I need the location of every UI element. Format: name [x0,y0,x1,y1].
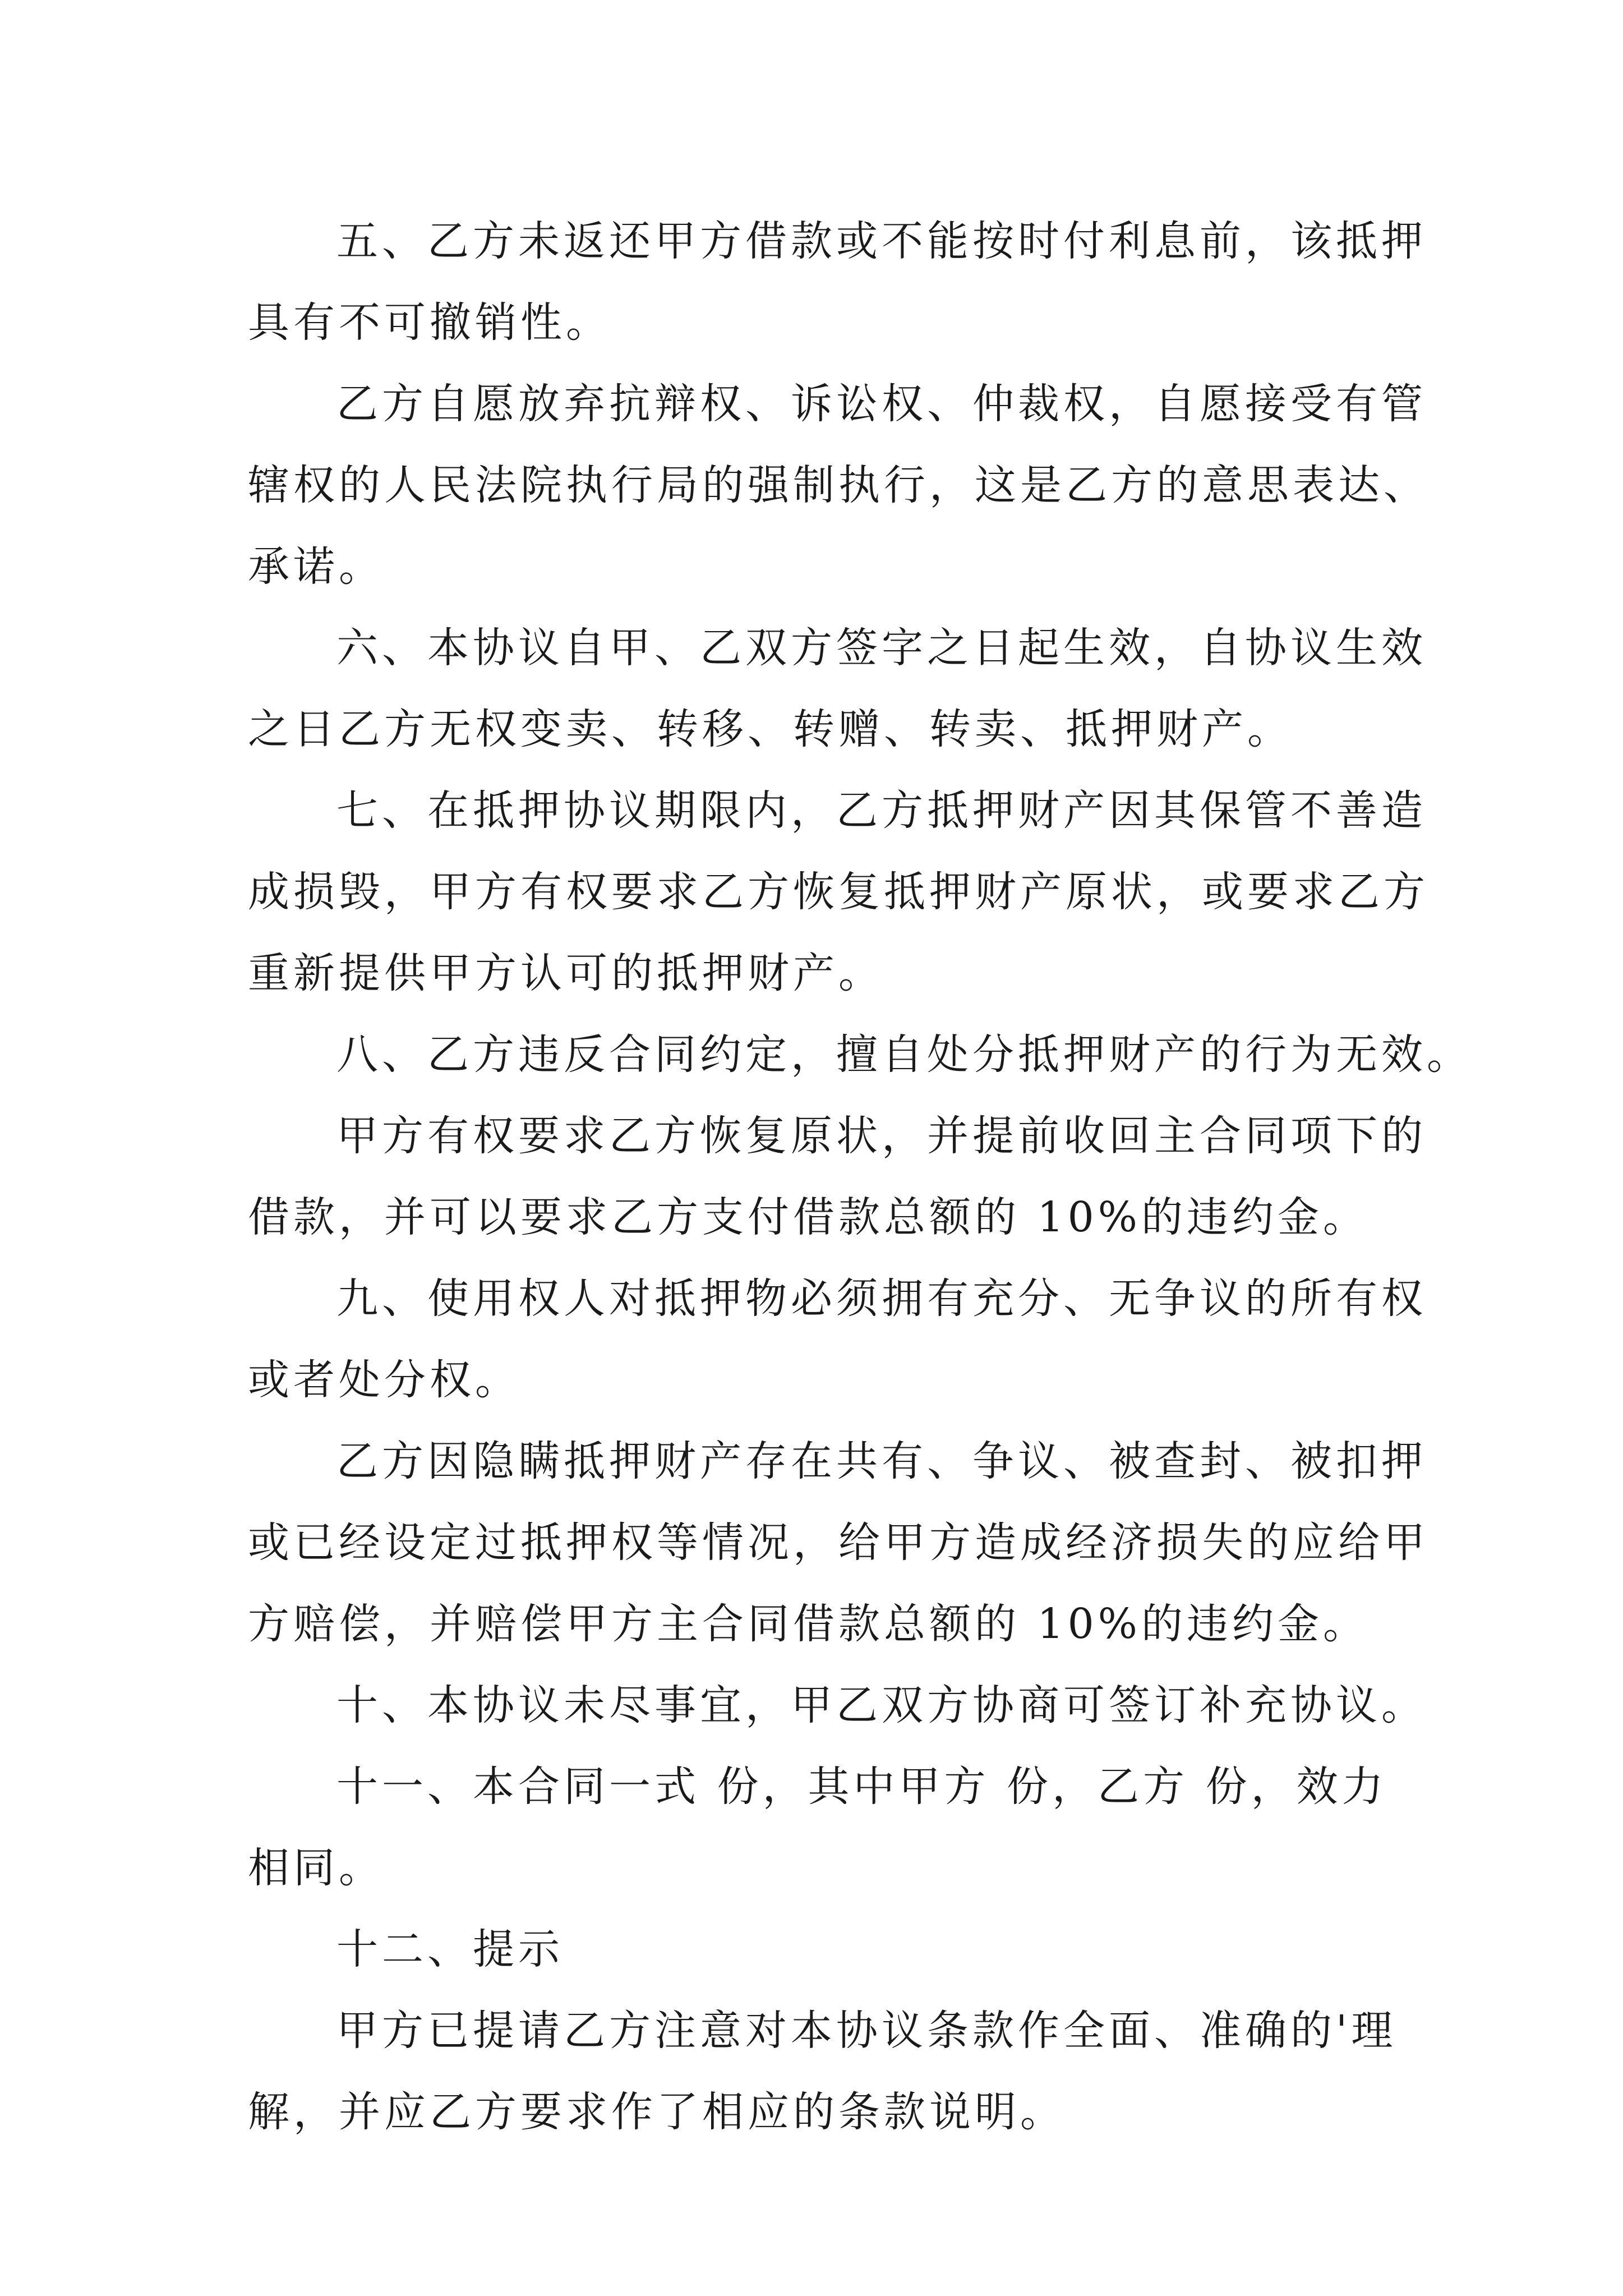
text-line-clause-12: 甲方已提请乙方注意对本协议条款作全面、准确的'理 [336,2007,1397,2055]
text-line-clause-11: 十一、本合同一式 份，其中甲方 份，乙方 份，效力 [336,1763,1387,1811]
text-line-clause-5: 五、乙方未返还甲方借款或不能按时付利息前，该抵押 [336,217,1427,265]
text-line-concealment: 乙方因隐瞒抵押财产存在共有、争议、被查封、被扣押 [336,1437,1427,1485]
text-line-clause-7-cont-2: 重新提供甲方认可的抵押财产。 [248,949,884,997]
text-line-concealment-cont-2: 方赔偿，并赔偿甲方主合同借款总额的 10%的违约金。 [248,1600,1368,1648]
text-line-clause-11-cont: 相同。 [248,1844,384,1892]
text-line-clause-10: 十、本协议未尽事宜，甲乙双方协商可签订补充协议。 [336,1681,1427,1729]
text-line-clause-7: 七、在抵押协议期限内，乙方抵押财产因其保管不善造 [336,786,1427,835]
text-line-clause-12-heading: 十二、提示 [336,1925,564,1973]
text-line-clause-8-remedy: 甲方有权要求乙方恢复原状，并提前收回主合同项下的 [336,1112,1427,1160]
text-line-clause-12-cont: 解，并应乙方要求作了相应的条款说明。 [248,2088,1066,2136]
text-line-clause-8: 八、乙方违反合同约定，擅自处分抵押财产的行为无效。 [336,1030,1472,1079]
text-line-clause-9-cont: 或者处分权。 [248,1356,520,1404]
text-line-waiver-cont-1: 辖权的人民法院执行局的强制执行，这是乙方的意思表达、 [248,461,1429,509]
text-line-clause-7-cont-1: 成损毁，甲方有权要求乙方恢复抵押财产原状，或要求乙方 [248,868,1429,916]
text-line-waiver-cont-2: 承诺。 [248,542,384,591]
text-line-waiver: 乙方自愿放弃抗辩权、诉讼权、仲裁权，自愿接受有管 [336,380,1427,428]
text-line-clause-6-cont: 之日乙方无权变卖、转移、转赠、转卖、抵押财产。 [248,705,1293,753]
text-line-concealment-cont-1: 或已经设定过抵押权等情况，给甲方造成经济损失的应给甲 [248,1519,1429,1567]
text-line-clause-5-cont: 具有不可撤销性。 [248,298,611,347]
text-line-clause-6: 六、本协议自甲、乙双方签字之日起生效，自协议生效 [336,624,1427,672]
text-line-clause-9: 九、使用权人对抵押物必须拥有充分、无争议的所有权 [336,1274,1427,1323]
text-line-clause-8-remedy-cont: 借款，并可以要求乙方支付借款总额的 10%的违约金。 [248,1193,1368,1241]
